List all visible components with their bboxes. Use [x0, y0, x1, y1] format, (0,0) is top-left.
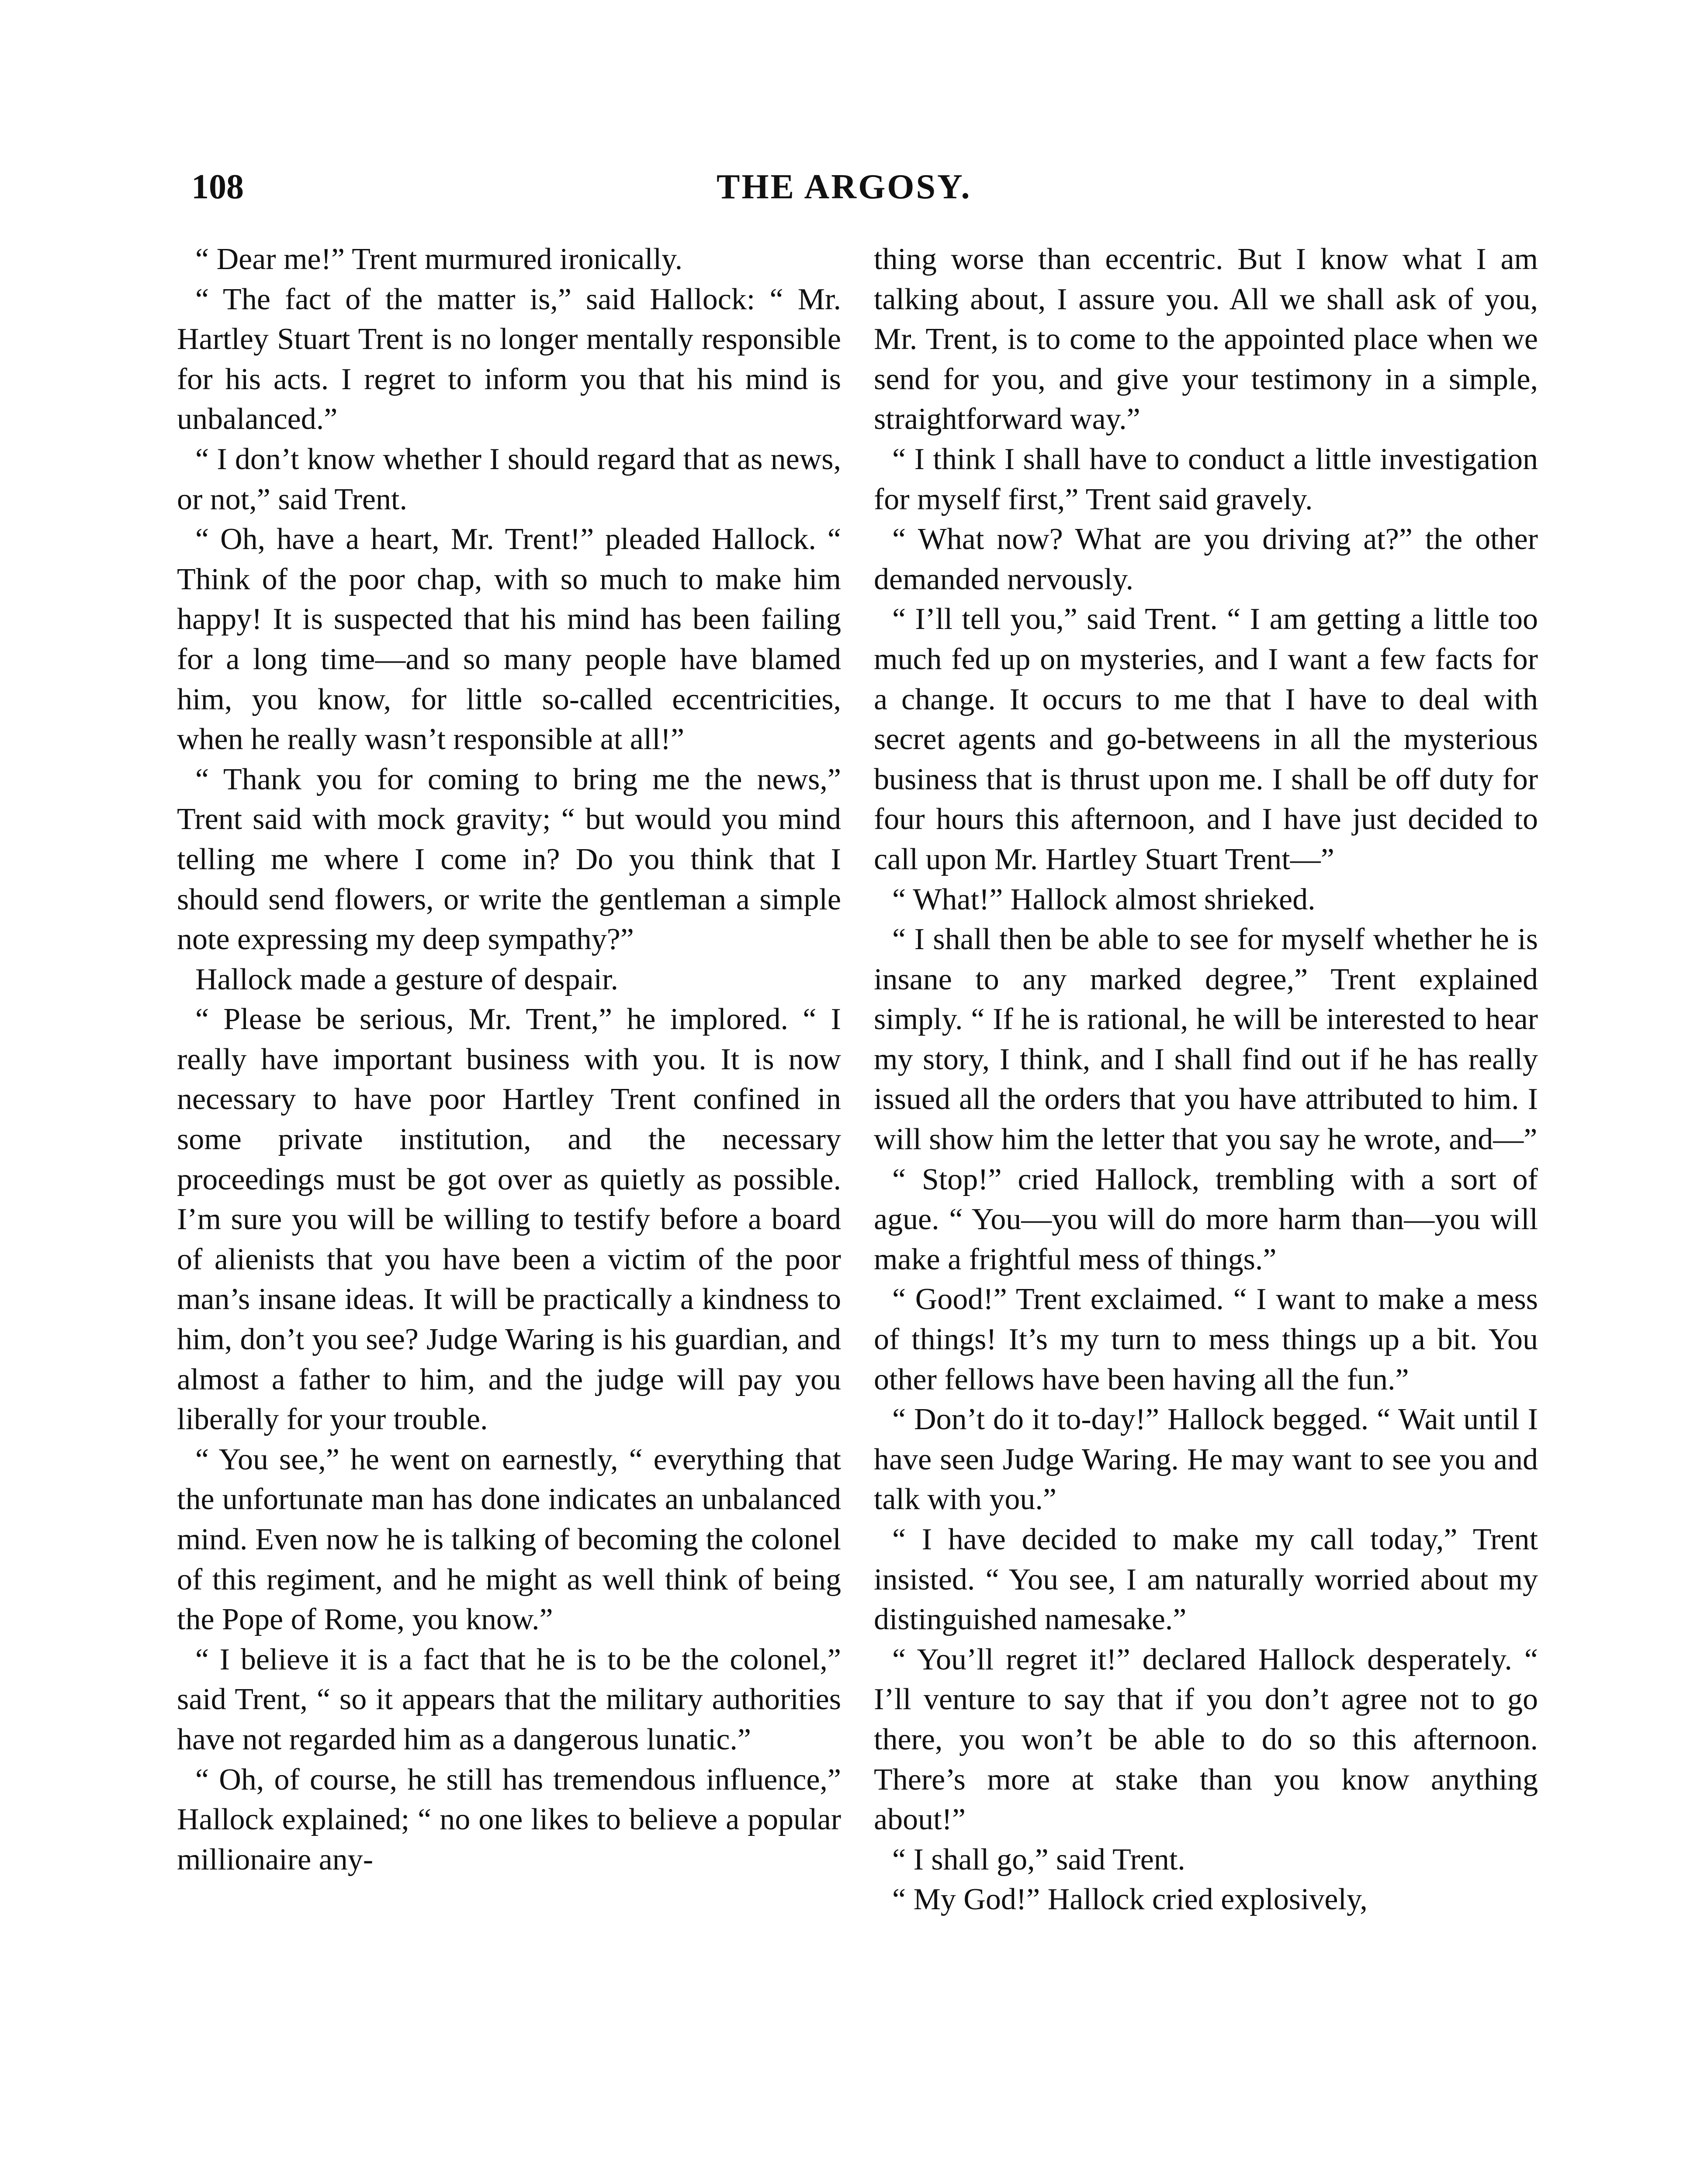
paragraph: “ You’ll regret it!” declared Hallock desperately. “ I’ll venture to say that if you don’t agree not to go there, you won’t be able to do so this afternoon. There’s more at stake than you know anything about!” [874, 1642, 1538, 1837]
paragraph: “ Dear me!” Trent murmured ironically. [195, 242, 683, 276]
paragraph: “ My God!” Hallock cried explosively, [892, 1883, 1368, 1917]
paragraph: “ Oh, have a heart, Mr. Trent!” pleaded Hallock. “ Think of the poor chap, with so much to make him happy! It is suspected that his mind has been failing for a long time—and so many people have blamed him, you know, for little so-called eccentricities, when he really wasn’t responsible at all!” [177, 522, 841, 757]
paragraph: “ Oh, of course, he still has tremendous influence,” Hallock explained; “ no one likes to believe a popular millionaire any- [177, 1762, 841, 1876]
left-column [177, 239, 841, 1880]
right-column [874, 239, 1538, 1920]
paragraph: Hallock made a gesture of despair. [195, 962, 618, 996]
running-title: THE ARGOSY. [717, 168, 972, 206]
page-number: 108 [191, 168, 244, 206]
paragraph: “ You see,” he went on earnestly, “ everything that the unfortunate man has done indicates an unbalanced mind. Even now he is talking of becoming the colonel of this regiment, and he might as well think of being the Pope of Rome, you know.” [177, 1442, 841, 1637]
paragraph: “ I’ll tell you,” said Trent. “ I am getting a little too much fed up on mysteries, and I want a few facts for a change. It occurs to me that I have to deal with secret agents and go-betweens in all the mysterious business that is thrust upon me. I shall be off duty for four hours this afternoon, and I have just decided to call upon Mr. Hartley Stuart Trent—” [874, 602, 1538, 876]
paragraph: “ Don’t do it to-day!” Hallock begged. “ Wait until I have seen Judge Waring. He may want to see you and talk with you.” [874, 1403, 1538, 1517]
paragraph: “ The fact of the matter is,” said Hallock: “ Mr. Hartley Stuart Trent is no longer mentally responsible for his acts. I regret to inform you that his mind is unbalanced.” [177, 282, 841, 436]
paragraph: “ Good!” Trent exclaimed. “ I want to make a mess of things! It’s my turn to mess things up a bit. You other fellows have been having all the fun.” [874, 1282, 1538, 1396]
paragraph: “ I shall go,” said Trent. [892, 1842, 1185, 1876]
paragraph: “ I don’t know whether I should regard that as news, or not,” said Trent. [177, 442, 841, 516]
paragraph: “ I believe it is a fact that he is to be the colonel,” said Trent, “ so it appears that the military authorities have not regarded him as a dangerous lunatic.” [177, 1642, 841, 1756]
paragraph: “ What!” Hallock almost shrieked. [892, 882, 1316, 916]
paragraph: “ I shall then be able to see for myself whether he is insane to any marked degree,” Trent explained simply. “ If he is rational, he will be interested to hear my story, I think, and I shall find out if he has really issued all the orders that you have attributed to him. I will show him the letter that you say he wrote, and—” [874, 923, 1538, 1157]
paragraph: “ What now? What are you driving at?” the other demanded nervously. [874, 522, 1538, 596]
paragraph: “ I think I shall have to conduct a little investigation for myself first,” Trent said gravely. [874, 442, 1538, 516]
paragraph: “ I have decided to make my call today,” Trent insisted. “ You see, I am naturally worried about my distinguished namesake.” [874, 1523, 1538, 1637]
paragraph: “ Thank you for coming to bring me the news,” Trent said with mock gravity; “ but would you mind telling me where I come in? Do you think that I should send flowers, or write the gentleman a simple note expressing my deep sympathy?” [177, 762, 841, 957]
paragraph: “ Please be serious, Mr. Trent,” he implored. “ I really have important business with you. It is now necessary to have poor Hartley Trent confined in some private institution, and the necessary proceedings must be got over as quietly as possible. I’m sure you will be willing to testify before a board of alienists that you have been a victim of the poor man’s insane ideas. It will be practically a kindness to him, don’t you see? Judge Waring is his guardian, and almost a father to him, and the judge will pay you liberally for your trouble. [177, 1002, 841, 1437]
paragraph: thing worse than eccentric. But I know what I am talking about, I assure you. All we shall ask of you, Mr. Trent, is to come to the appointed place when we send for you, and give your testimony in a simple, straightforward way.” [874, 242, 1538, 436]
paragraph: “ Stop!” cried Hallock, trembling with a sort of ague. “ You—you will do more harm than—you will make a frightful mess of things.” [874, 1162, 1538, 1276]
